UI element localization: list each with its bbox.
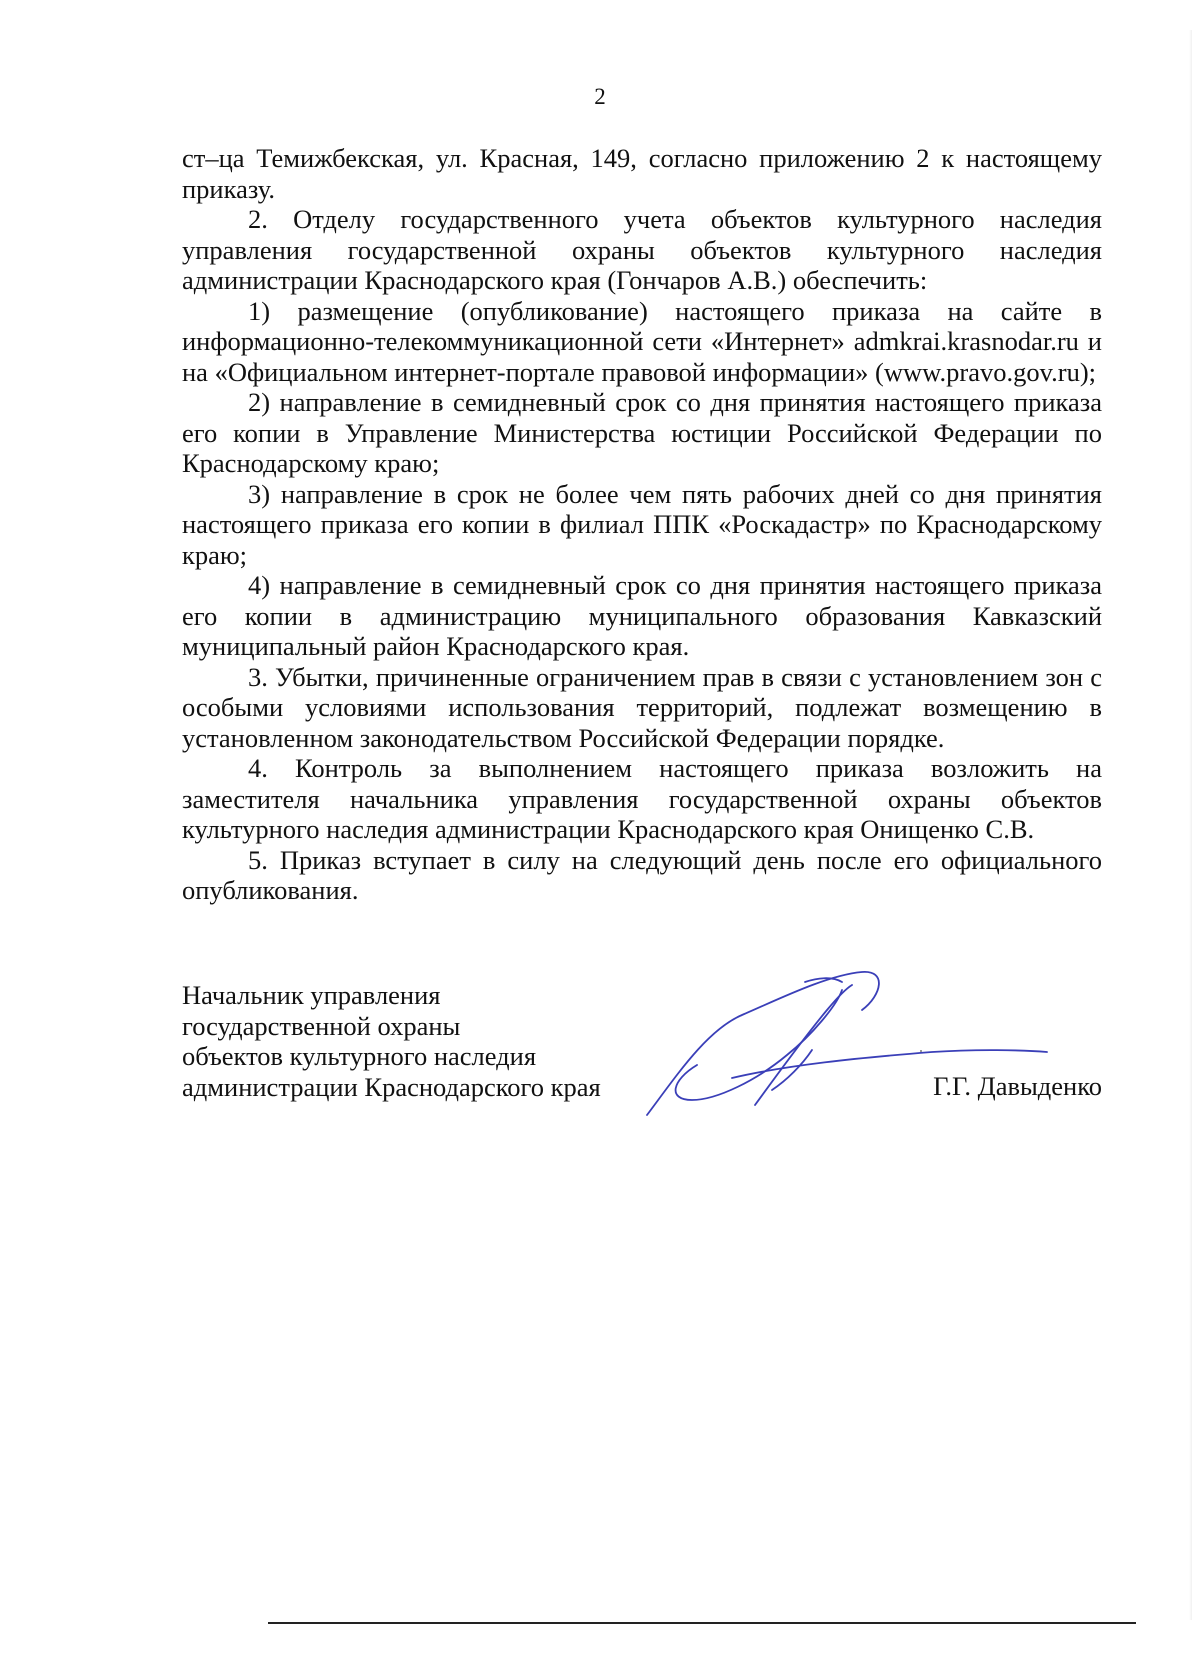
paragraph-item-3: 3. Убытки, причиненные ограничением прав в связи с установлением зон с особыми условиями использования территорий, подлежат возмещению в установленном законодательством Российской Федерации порядке. [182, 661, 1102, 753]
page-number: 2 [594, 84, 606, 109]
signer-title-line-3: объектов культурного наследия [182, 1041, 537, 1071]
paragraph-item-5: 5. Приказ вступает в силу на следующий день после его официального опубликования. [182, 844, 1102, 905]
page-edge-shadow [1189, 30, 1192, 1620]
paragraph-subitem-3: 3) направление в срок не более чем пять рабочих дней со дня принятия настоящего приказа его копии в филиал ППК «Роскадастр» по Краснодарскому краю; [182, 478, 1102, 570]
paragraph-item-2: 2. Отделу государственного учета объектов культурного наследия управления государственной охраны объектов культурного наследия администрации Краснодарского края (Гончаров А.В.) обеспечить: [182, 204, 1102, 295]
paragraph-subitem-4: 4) направление в семидневный срок со дня принятия настоящего приказа его копии в администрацию муниципального образования Кавказский муниципальный район Краснодарского края. [182, 570, 1102, 661]
paragraph-subitem-2: 2) направление в семидневный срок со дня принятия настоящего приказа его копии в Управление Министерства юстиции Российской Федерации по Краснодарскому краю; [182, 387, 1102, 478]
signer-name: Г.Г. Давыденко [933, 1071, 1102, 1101]
paragraph-item-4: 4. Контроль за выполнением настоящего приказа возложить на заместителя начальника управления государственной охраны объектов культурного наследия администрации Краснодарского края Онищенко С.В. [182, 753, 1102, 844]
signer-title-line-4: администрации Краснодарского края [182, 1071, 601, 1102]
signature-block [182, 980, 1102, 1130]
scan-speck [920, 1050, 922, 1052]
signer-title [182, 980, 601, 1102]
bottom-rule [268, 1622, 1136, 1624]
paragraph-continuation: ст–ца Темижбекская, ул. Красная, 149, согласно приложению 2 к настоящему приказу. [182, 143, 1102, 204]
document-body [182, 143, 1102, 906]
paragraph-subitem-1: 1) размещение (опубликование) настоящего приказа на сайте в информационно-телекоммуникационной сети «Интернет» admkrai.krasnodar.ru и на «Официальном интернет-портале правовой информации» (www.pravo.gov.ru); [182, 295, 1102, 387]
signer-title-line-2: государственной охраны [182, 1010, 461, 1041]
signer-title-line-1: Начальник управления [182, 980, 441, 1010]
